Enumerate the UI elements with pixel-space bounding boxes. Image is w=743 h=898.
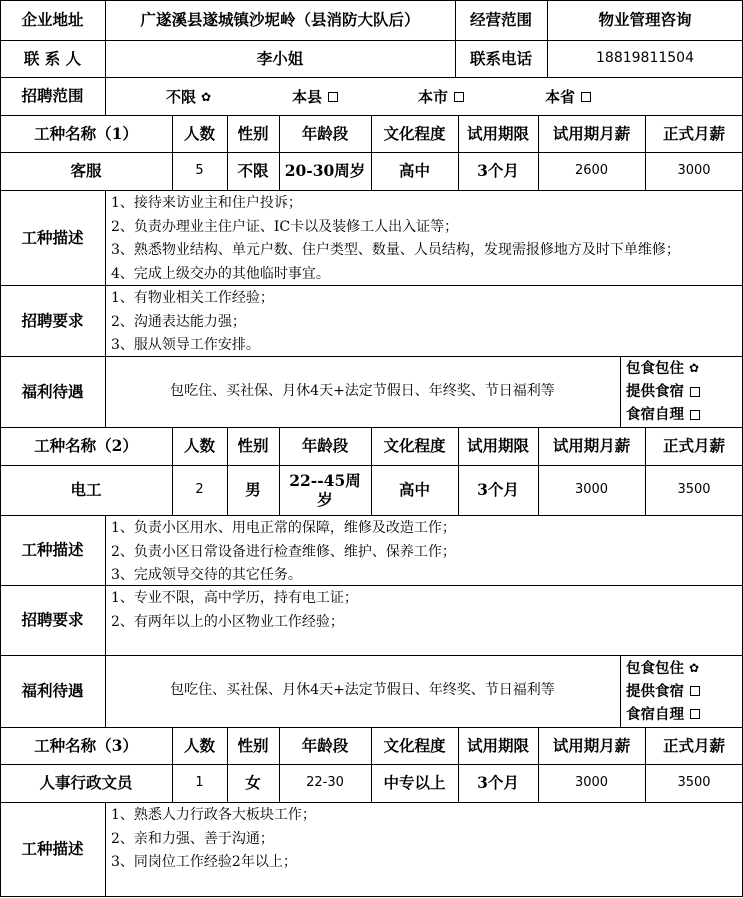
description-line: 1、负责小区用水、用电正常的保障，维修及改造工作； <box>111 520 456 536</box>
job1-requirements <box>105 285 743 356</box>
perk-option[interactable]: 包食包住 ✿ <box>626 357 699 380</box>
col-age: 年龄段 <box>301 436 349 456</box>
requirement-line: 2、沟通表达能力强； <box>111 313 246 330</box>
checkbox-icon[interactable] <box>454 92 464 102</box>
perk-option[interactable]: 食宿自理 <box>626 703 700 726</box>
grid-line <box>538 427 539 515</box>
job1-benefits: 包吃住、买社保、月休4天+法定节假日、年终奖、节日福利等 <box>170 382 555 399</box>
description-line: 1、接待来访业主和住户投诉； <box>111 195 302 211</box>
gear-icon: ✿ <box>689 361 700 375</box>
grid-line <box>458 427 459 515</box>
col-probation-salary: 试用期月薪 <box>552 735 631 755</box>
job3-title: 人事行政文员 <box>39 773 133 793</box>
col-count: 人数 <box>183 123 215 143</box>
col-probation: 试用期限 <box>466 123 529 143</box>
col-count: 人数 <box>183 735 215 755</box>
description-line: 4、完成上级交办的其他临时事宜。 <box>111 265 330 282</box>
grid-line <box>105 190 106 427</box>
job2-probation: 3个月 <box>477 480 519 500</box>
grid-line <box>279 427 280 515</box>
contact-label: 联 系 人 <box>23 48 82 68</box>
job2-age: 22--45周岁 <box>289 470 361 509</box>
checkbox-icon[interactable] <box>690 709 700 719</box>
job3-description-label: 工种描述 <box>21 839 84 859</box>
job3-education: 中专以上 <box>383 773 446 793</box>
range-option-province[interactable]: 本省 <box>545 86 591 107</box>
checkbox-icon[interactable] <box>690 410 700 420</box>
range-label: 招聘范围 <box>21 86 84 106</box>
job3-probation: 3个月 <box>477 773 519 793</box>
grid-line <box>0 655 743 656</box>
col-probation: 试用期限 <box>466 436 529 456</box>
grid-line <box>0 0 1 897</box>
range-option-city[interactable]: 本市 <box>418 86 464 107</box>
grid-line <box>458 727 459 802</box>
job2-title: 电工 <box>70 480 102 500</box>
address-value: 广遂溪县遂城镇沙坭岭（县消防大队后） <box>140 10 420 30</box>
grid-line <box>645 427 646 515</box>
requirement-line: 1、专业不限，高中学历，持有电工证； <box>111 590 358 606</box>
job2-requirements <box>105 585 743 655</box>
scope-value: 物业管理咨询 <box>598 10 692 30</box>
perk-option[interactable]: 食宿自理 <box>626 403 700 426</box>
grid-line <box>279 727 280 802</box>
col-age: 年龄段 <box>301 735 349 755</box>
contact-value: 李小姐 <box>256 48 304 68</box>
col-age: 年龄段 <box>301 123 349 143</box>
description-line: 2、亲和力强、善于沟通； <box>111 830 274 847</box>
job1-probation-salary: 2600 <box>574 162 609 178</box>
grid-line <box>0 585 743 586</box>
job3-probation-salary: 3000 <box>574 774 609 790</box>
description-line: 2、负责办理业主住户证、IC卡以及装修工人出入证等； <box>111 218 459 235</box>
col-probation: 试用期限 <box>466 735 529 755</box>
job2-description-label: 工种描述 <box>21 540 84 560</box>
job1-description-label: 工种描述 <box>21 227 84 247</box>
col-education: 文化程度 <box>383 123 446 143</box>
grid-line <box>227 427 228 515</box>
job2-benefits-label: 福利待遇 <box>21 681 84 701</box>
grid-line <box>0 356 743 357</box>
grid-line <box>172 115 173 190</box>
phone-label: 联系电话 <box>469 48 532 68</box>
grid-line <box>371 115 372 190</box>
perk-option[interactable]: 提供食宿 <box>626 380 700 403</box>
job1-count: 5 <box>195 162 204 178</box>
range-option-any[interactable]: 不限 ✿ <box>166 88 212 106</box>
job3-salary: 3500 <box>677 774 711 790</box>
job2-gender: 男 <box>245 480 261 500</box>
requirement-line: 1、有物业相关工作经验； <box>111 290 274 306</box>
description-line: 2、负责小区日常设备进行检查维修、维护、保养工作； <box>111 543 456 560</box>
gear-icon: ✿ <box>201 89 212 104</box>
grid-line <box>458 115 459 190</box>
range-option-county[interactable]: 本县 <box>292 86 338 107</box>
job2-benefits: 包吃住、买社保、月休4天+法定节假日、年终奖、节日福利等 <box>170 682 555 699</box>
grid-line <box>538 727 539 802</box>
col-salary: 正式月薪 <box>662 123 725 143</box>
grid-line <box>105 802 106 897</box>
job1-salary: 3000 <box>677 162 711 178</box>
phone-value: 18819811504 <box>596 49 694 66</box>
scope-label: 经营范围 <box>469 10 532 30</box>
checkbox-icon[interactable] <box>690 387 700 397</box>
grid-line <box>0 896 743 897</box>
grid-line <box>0 0 743 1</box>
grid-line <box>371 727 372 802</box>
description-line: 1、熟悉人力行政各大板块工作； <box>111 807 316 823</box>
grid-line <box>172 427 173 515</box>
job1-probation: 3个月 <box>477 161 519 181</box>
col-gender: 性别 <box>237 436 269 456</box>
checkbox-icon[interactable] <box>328 92 338 102</box>
job3-heading: 工种名称（3） <box>34 735 138 755</box>
description-line: 3、同岗位工作经验2年以上； <box>111 854 297 871</box>
job1-requirements-label: 招聘要求 <box>21 310 84 330</box>
job1-gender: 不限 <box>237 161 269 181</box>
job1-education: 高中 <box>398 161 430 181</box>
gear-icon: ✿ <box>689 660 700 675</box>
job2-count: 2 <box>195 481 204 497</box>
description-line: 3、熟悉物业结构、单元户数、住户类型、数量、人员结构，发现需报修地方及时下单维修； <box>111 242 680 259</box>
col-education: 文化程度 <box>383 436 446 456</box>
grid-line <box>0 77 743 78</box>
grid-line <box>0 190 743 191</box>
job2-description <box>105 515 743 585</box>
job3-count: 1 <box>195 774 204 790</box>
grid-line <box>0 802 743 803</box>
grid-line <box>0 40 743 41</box>
grid-line <box>645 727 646 802</box>
grid-line <box>172 727 173 802</box>
job2-probation-salary: 3000 <box>574 481 609 497</box>
job1-benefits-label: 福利待遇 <box>21 381 84 401</box>
job1-age: 20-30周岁 <box>284 161 366 181</box>
perk-option[interactable]: 包食包住 ✿ <box>626 657 699 680</box>
col-count: 人数 <box>183 436 215 456</box>
grid-line <box>227 115 228 190</box>
grid-line <box>0 515 743 516</box>
grid-line <box>0 285 743 286</box>
grid-line <box>538 115 539 190</box>
job1-perks <box>620 356 743 427</box>
job3-gender: 女 <box>245 773 261 793</box>
requirement-line: 3、服从领导工作安排。 <box>111 337 260 354</box>
col-gender: 性别 <box>237 123 269 143</box>
grid-line <box>620 356 621 427</box>
job1-heading: 工种名称（1） <box>34 123 138 143</box>
checkbox-icon[interactable] <box>581 92 591 102</box>
grid-line <box>227 727 228 802</box>
grid-line <box>105 0 106 115</box>
checkbox-icon[interactable] <box>690 686 700 696</box>
job1-description <box>105 190 743 285</box>
col-probation-salary: 试用期月薪 <box>552 436 631 456</box>
job2-requirements-label: 招聘要求 <box>21 610 84 630</box>
description-line: 3、完成领导交待的其它任务。 <box>111 567 302 584</box>
col-salary: 正式月薪 <box>662 436 725 456</box>
job3-age: 22-30 <box>306 774 344 790</box>
address-label: 企业地址 <box>21 10 84 30</box>
col-gender: 性别 <box>237 735 269 755</box>
grid-line <box>455 0 456 77</box>
perk-option[interactable]: 提供食宿 <box>626 680 700 703</box>
job1-title: 客服 <box>70 161 102 181</box>
grid-line <box>645 115 646 190</box>
requirement-line: 2、有两年以上的小区物业工作经验； <box>111 613 344 630</box>
job2-perks <box>620 655 743 727</box>
col-probation-salary: 试用期月薪 <box>552 123 631 143</box>
job2-heading: 工种名称（2） <box>34 436 138 456</box>
job2-education: 高中 <box>398 480 430 500</box>
grid-line <box>547 0 548 77</box>
grid-line <box>371 427 372 515</box>
col-education: 文化程度 <box>383 735 446 755</box>
grid-line <box>279 115 280 190</box>
job3-description <box>105 802 743 896</box>
grid-line <box>620 655 621 727</box>
col-salary: 正式月薪 <box>662 735 725 755</box>
job2-salary: 3500 <box>677 481 711 497</box>
grid-line <box>105 515 106 727</box>
